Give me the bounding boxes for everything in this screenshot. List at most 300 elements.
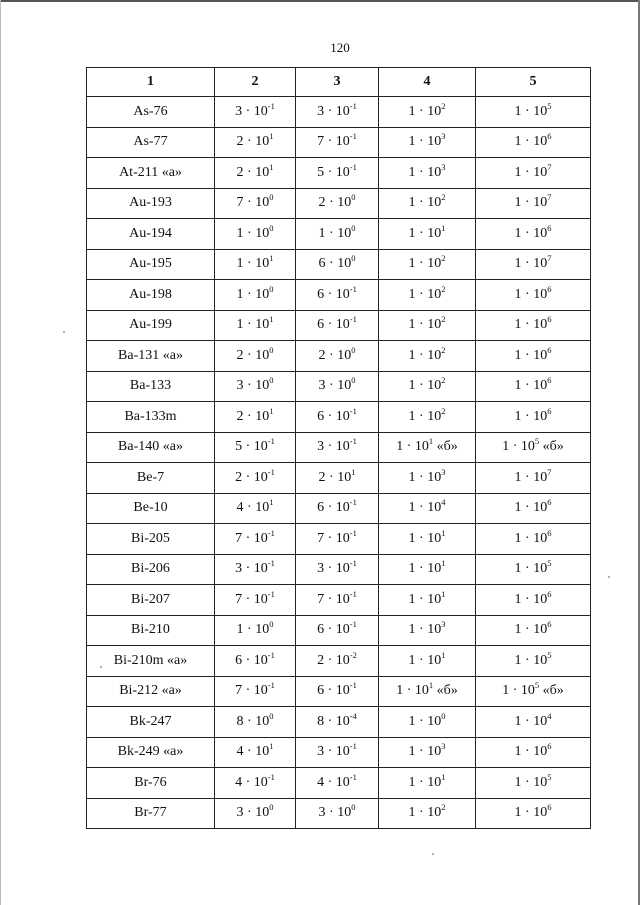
value-cell	[296, 737, 379, 768]
table-row	[87, 432, 591, 463]
value-cell	[379, 646, 476, 677]
exponent: 0	[351, 253, 356, 264]
exponent: 0	[351, 344, 356, 355]
value-cell	[296, 432, 379, 463]
value-cell	[296, 188, 379, 219]
value-cell	[379, 280, 476, 311]
coefficient: 4 · 10	[236, 744, 270, 760]
coefficient: 1 · 10	[514, 530, 548, 546]
exponent: 2	[441, 283, 446, 294]
exponent: 6	[547, 527, 552, 538]
coefficient: 1 · 10	[408, 164, 442, 180]
value-cell	[215, 585, 296, 616]
coefficient: 3 · 10	[318, 378, 352, 394]
exponent: 6	[547, 497, 552, 508]
coefficient: 4 · 10	[317, 774, 350, 790]
coefficient: 3 · 10	[236, 378, 270, 394]
value-cell	[215, 127, 296, 158]
table-row	[87, 341, 591, 372]
exponent: 0	[269, 344, 274, 355]
exponent: 1	[269, 161, 274, 172]
exponent: 6	[547, 802, 552, 813]
nuclide-cell: Bi-207	[87, 585, 215, 616]
exponent: -1	[349, 680, 357, 691]
exponent: 6	[547, 405, 552, 416]
column-header: 4	[379, 68, 476, 97]
value-cell	[296, 97, 379, 128]
nuclide-cell: Au-195	[87, 249, 215, 280]
coefficient: 1 · 10	[514, 408, 548, 424]
value-cell	[476, 554, 591, 585]
table-header-row	[87, 68, 591, 97]
table-row	[87, 97, 591, 128]
coefficient: 1 · 10	[514, 774, 548, 790]
scan-top-edge	[0, 0, 640, 2]
coefficient: 6 · 10	[235, 652, 268, 668]
exponent: -1	[349, 741, 357, 752]
coefficient: 5 · 10	[317, 164, 350, 180]
exponent: -1	[349, 558, 357, 569]
coefficient: 1 · 10	[408, 286, 442, 302]
table-row	[87, 219, 591, 250]
value-cell	[379, 737, 476, 768]
value-cell	[296, 219, 379, 250]
value-cell	[476, 585, 591, 616]
exponent: 2	[441, 100, 446, 111]
coefficient: 1 · 10	[408, 469, 442, 485]
coefficient: 3 · 10	[235, 561, 268, 577]
nuclide-cell: Bi-210m «а»	[87, 646, 215, 677]
table-row	[87, 463, 591, 494]
value-cell	[379, 310, 476, 341]
coefficient: 2 · 10	[318, 195, 352, 211]
coefficient: 6 · 10	[317, 683, 350, 699]
value-cell	[379, 554, 476, 585]
coefficient: 7 · 10	[235, 530, 268, 546]
value-cell	[215, 219, 296, 250]
value-cell	[215, 707, 296, 738]
exponent: 3	[441, 131, 446, 142]
value-cell	[215, 188, 296, 219]
exponent: 5	[534, 436, 540, 447]
nuclide-cell: Bi-210	[87, 615, 215, 646]
table-row	[87, 768, 591, 799]
coefficient: 1 · 10	[408, 561, 442, 577]
exponent: 0	[351, 375, 356, 386]
exponent: -4	[349, 710, 357, 721]
coefficient: 1 · 10	[408, 591, 442, 607]
exponent: 1	[441, 558, 446, 569]
value-cell	[215, 524, 296, 555]
exponent: 1	[269, 741, 274, 752]
scan-speck	[100, 666, 102, 668]
value-cell	[379, 127, 476, 158]
nuclide-cell: At-211 «а»	[87, 158, 215, 189]
table-row	[87, 798, 591, 829]
exponent: -1	[349, 283, 357, 294]
coefficient: 5 · 10	[235, 439, 268, 455]
value-cell	[476, 493, 591, 524]
coefficient: 2 · 10	[236, 134, 270, 150]
coefficient: 1 · 10	[514, 134, 548, 150]
table-row	[87, 585, 591, 616]
coefficient: 1 · 10	[514, 561, 548, 577]
coefficient: 1 · 10	[514, 805, 548, 821]
nuclide-cell: Au-193	[87, 188, 215, 219]
exponent: -1	[267, 100, 275, 111]
value-cell	[379, 798, 476, 829]
value-cell	[476, 768, 591, 799]
value-cell	[379, 615, 476, 646]
footnote-mark: «б»	[433, 439, 458, 455]
value-cell	[215, 158, 296, 189]
table-row	[87, 493, 591, 524]
exponent: 6	[547, 619, 552, 630]
exponent: 1	[441, 588, 446, 599]
coefficient: 1 · 10	[514, 713, 548, 729]
coefficient: 1 · 10	[236, 622, 270, 638]
exponent: 7	[547, 253, 552, 264]
exponent: 1	[269, 253, 274, 264]
value-cell	[215, 341, 296, 372]
exponent: -1	[349, 405, 357, 416]
exponent: -1	[267, 771, 275, 782]
exponent: 0	[269, 222, 274, 233]
nuclide-cell: Bi-212 «а»	[87, 676, 215, 707]
value-cell	[476, 432, 591, 463]
coefficient: 1 · 10	[514, 744, 548, 760]
coefficient: 2 · 10	[236, 408, 270, 424]
exponent: -1	[267, 466, 275, 477]
exponent: 0	[269, 192, 274, 203]
value-cell	[379, 341, 476, 372]
radionuclide-table	[86, 67, 591, 829]
nuclide-cell: Bk-247	[87, 707, 215, 738]
table-row	[87, 249, 591, 280]
value-cell	[215, 402, 296, 433]
coefficient: 1 · 10	[514, 347, 548, 363]
exponent: 6	[547, 314, 552, 325]
exponent: 3	[441, 161, 446, 172]
value-cell	[215, 432, 296, 463]
value-cell	[296, 585, 379, 616]
column-header: 3	[296, 68, 379, 97]
value-cell	[476, 341, 591, 372]
table-row	[87, 737, 591, 768]
exponent: 5	[547, 558, 552, 569]
coefficient: 1 · 10	[408, 652, 442, 668]
value-cell	[296, 707, 379, 738]
value-cell	[379, 524, 476, 555]
exponent: 1	[269, 131, 274, 142]
nuclide-cell: As-77	[87, 127, 215, 158]
table-row	[87, 371, 591, 402]
scan-left-edge	[0, 0, 1, 905]
exponent: 3	[441, 741, 446, 752]
exponent: -1	[349, 100, 357, 111]
coefficient: 1 · 10	[514, 286, 548, 302]
exponent: -1	[267, 680, 275, 691]
exponent: -1	[349, 436, 357, 447]
value-cell	[476, 402, 591, 433]
value-cell	[296, 158, 379, 189]
value-cell	[215, 615, 296, 646]
coefficient: 7 · 10	[235, 591, 268, 607]
value-cell	[379, 97, 476, 128]
coefficient: 1 · 10	[408, 378, 442, 394]
coefficient: 1 · 10	[236, 317, 270, 333]
exponent: 6	[547, 375, 552, 386]
exponent: 2	[441, 405, 446, 416]
value-cell	[296, 798, 379, 829]
table-row	[87, 280, 591, 311]
exponent: 2	[441, 375, 446, 386]
value-cell	[379, 768, 476, 799]
nuclide-cell: Au-194	[87, 219, 215, 250]
coefficient: 1 · 10	[408, 622, 442, 638]
exponent: 5	[547, 771, 552, 782]
exponent: 1	[269, 405, 274, 416]
exponent: 0	[441, 710, 446, 721]
coefficient: 7 · 10	[317, 530, 350, 546]
coefficient: 2 · 10	[318, 347, 352, 363]
value-cell	[215, 310, 296, 341]
exponent: 1	[441, 771, 446, 782]
exponent: -1	[349, 619, 357, 630]
exponent: 4	[441, 497, 446, 508]
scan-speck	[432, 853, 434, 855]
value-cell	[476, 737, 591, 768]
coefficient: 3 · 10	[318, 805, 352, 821]
coefficient: 1 · 10	[236, 225, 270, 241]
coefficient: 1 · 10	[396, 439, 429, 455]
exponent: -1	[267, 649, 275, 660]
exponent: -2	[349, 649, 357, 660]
value-cell	[215, 493, 296, 524]
value-cell	[379, 158, 476, 189]
coefficient: 1 · 10	[408, 774, 442, 790]
coefficient: 3 · 10	[317, 439, 350, 455]
exponent: 2	[441, 253, 446, 264]
nuclide-cell: Au-199	[87, 310, 215, 341]
column-header: 5	[476, 68, 591, 97]
coefficient: 2 · 10	[235, 469, 268, 485]
value-cell	[296, 371, 379, 402]
value-cell	[476, 676, 591, 707]
value-cell	[379, 249, 476, 280]
exponent: 6	[547, 588, 552, 599]
coefficient: 3 · 10	[235, 103, 268, 119]
value-cell	[379, 219, 476, 250]
exponent: -1	[349, 131, 357, 142]
coefficient: 3 · 10	[317, 561, 350, 577]
coefficient: 1 · 10	[514, 652, 548, 668]
exponent: 7	[547, 161, 552, 172]
coefficient: 7 · 10	[317, 591, 350, 607]
exponent: 3	[441, 466, 446, 477]
exponent: 5	[547, 649, 552, 660]
exponent: 7	[547, 466, 552, 477]
nuclide-cell: Ba-133m	[87, 402, 215, 433]
coefficient: 1 · 10	[514, 256, 548, 272]
exponent: 6	[547, 131, 552, 142]
coefficient: 1 · 10	[408, 500, 442, 516]
coefficient: 1 · 10	[318, 225, 352, 241]
exponent: 0	[351, 222, 356, 233]
scan-speck	[608, 576, 610, 578]
value-cell	[379, 463, 476, 494]
coefficient: 1 · 10	[514, 622, 548, 638]
value-cell	[379, 371, 476, 402]
value-cell	[296, 676, 379, 707]
value-cell	[215, 737, 296, 768]
coefficient: 1 · 10	[408, 744, 442, 760]
value-cell	[215, 676, 296, 707]
coefficient: 1 · 10	[396, 683, 429, 699]
value-cell	[296, 768, 379, 799]
coefficient: 1 · 10	[514, 378, 548, 394]
coefficient: 1 · 10	[408, 408, 442, 424]
value-cell	[379, 188, 476, 219]
coefficient: 4 · 10	[236, 500, 270, 516]
coefficient: 1 · 10	[408, 530, 442, 546]
coefficient: 1 · 10	[514, 195, 548, 211]
coefficient: 1 · 10	[514, 469, 548, 485]
table-row	[87, 524, 591, 555]
value-cell	[476, 158, 591, 189]
exponent: 6	[547, 222, 552, 233]
coefficient: 3 · 10	[236, 805, 270, 821]
exponent: 1	[269, 497, 274, 508]
exponent: 1	[441, 222, 446, 233]
coefficient: 3 · 10	[317, 103, 350, 119]
nuclide-cell: Br-76	[87, 768, 215, 799]
value-cell	[296, 463, 379, 494]
footnote-mark: «б»	[539, 439, 564, 455]
exponent: -1	[349, 527, 357, 538]
coefficient: 1 · 10	[408, 317, 442, 333]
exponent: -1	[349, 771, 357, 782]
exponent: 0	[269, 802, 274, 813]
exponent: -1	[349, 314, 357, 325]
coefficient: 1 · 10	[514, 591, 548, 607]
coefficient: 2 · 10	[236, 347, 270, 363]
exponent: 1	[428, 680, 434, 691]
value-cell	[296, 310, 379, 341]
exponent: -1	[349, 497, 357, 508]
value-cell	[215, 463, 296, 494]
exponent: 4	[547, 710, 552, 721]
table-row	[87, 158, 591, 189]
nuclide-cell: Be-10	[87, 493, 215, 524]
value-cell	[296, 524, 379, 555]
value-cell	[215, 280, 296, 311]
nuclide-cell: Ba-131 «а»	[87, 341, 215, 372]
value-cell	[476, 798, 591, 829]
value-cell	[476, 646, 591, 677]
exponent: -1	[349, 588, 357, 599]
exponent: 0	[351, 192, 356, 203]
value-cell	[296, 127, 379, 158]
nuclide-cell: Au-198	[87, 280, 215, 311]
coefficient: 6 · 10	[317, 500, 350, 516]
table-row	[87, 310, 591, 341]
value-cell	[476, 280, 591, 311]
value-cell	[476, 310, 591, 341]
footnote-mark: «б»	[433, 683, 458, 699]
exponent: 0	[269, 619, 274, 630]
coefficient: 2 · 10	[317, 652, 350, 668]
value-cell	[215, 554, 296, 585]
coefficient: 1 · 10	[502, 439, 535, 455]
value-cell	[379, 432, 476, 463]
value-cell	[296, 341, 379, 372]
coefficient: 1 · 10	[408, 103, 442, 119]
exponent: 1	[351, 466, 356, 477]
value-cell	[379, 493, 476, 524]
nuclide-cell: Bk-249 «а»	[87, 737, 215, 768]
nuclide-cell: Be-7	[87, 463, 215, 494]
exponent: 1	[441, 649, 446, 660]
coefficient: 1 · 10	[408, 347, 442, 363]
exponent: -1	[267, 588, 275, 599]
coefficient: 1 · 10	[408, 225, 442, 241]
exponent: 6	[547, 741, 552, 752]
nuclide-cell: Br-77	[87, 798, 215, 829]
nuclide-cell: Ba-133	[87, 371, 215, 402]
table-row	[87, 188, 591, 219]
column-header: 1	[87, 68, 215, 97]
exponent: 0	[269, 283, 274, 294]
value-cell	[476, 615, 591, 646]
coefficient: 3 · 10	[317, 744, 350, 760]
coefficient: 8 · 10	[236, 713, 270, 729]
value-cell	[215, 768, 296, 799]
exponent: 1	[269, 314, 274, 325]
value-cell	[476, 219, 591, 250]
coefficient: 2 · 10	[236, 164, 270, 180]
coefficient: 1 · 10	[502, 683, 535, 699]
coefficient: 1 · 10	[408, 805, 442, 821]
value-cell	[476, 97, 591, 128]
coefficient: 7 · 10	[235, 683, 268, 699]
coefficient: 1 · 10	[408, 195, 442, 211]
coefficient: 6 · 10	[317, 317, 350, 333]
coefficient: 1 · 10	[408, 256, 442, 272]
coefficient: 4 · 10	[235, 774, 268, 790]
exponent: -1	[349, 161, 357, 172]
value-cell	[379, 402, 476, 433]
nuclide-cell: As-76	[87, 97, 215, 128]
footnote-mark: «б»	[539, 683, 564, 699]
coefficient: 6 · 10	[317, 622, 350, 638]
value-cell	[476, 127, 591, 158]
table-row	[87, 676, 591, 707]
value-cell	[215, 97, 296, 128]
scan-speck	[63, 331, 65, 333]
exponent: 3	[441, 619, 446, 630]
value-cell	[296, 402, 379, 433]
exponent: -1	[267, 527, 275, 538]
table-row	[87, 127, 591, 158]
coefficient: 7 · 10	[236, 195, 270, 211]
nuclide-cell: Bi-206	[87, 554, 215, 585]
exponent: 6	[547, 283, 552, 294]
coefficient: 1 · 10	[514, 103, 548, 119]
value-cell	[296, 615, 379, 646]
exponent: 1	[441, 527, 446, 538]
exponent: 2	[441, 314, 446, 325]
